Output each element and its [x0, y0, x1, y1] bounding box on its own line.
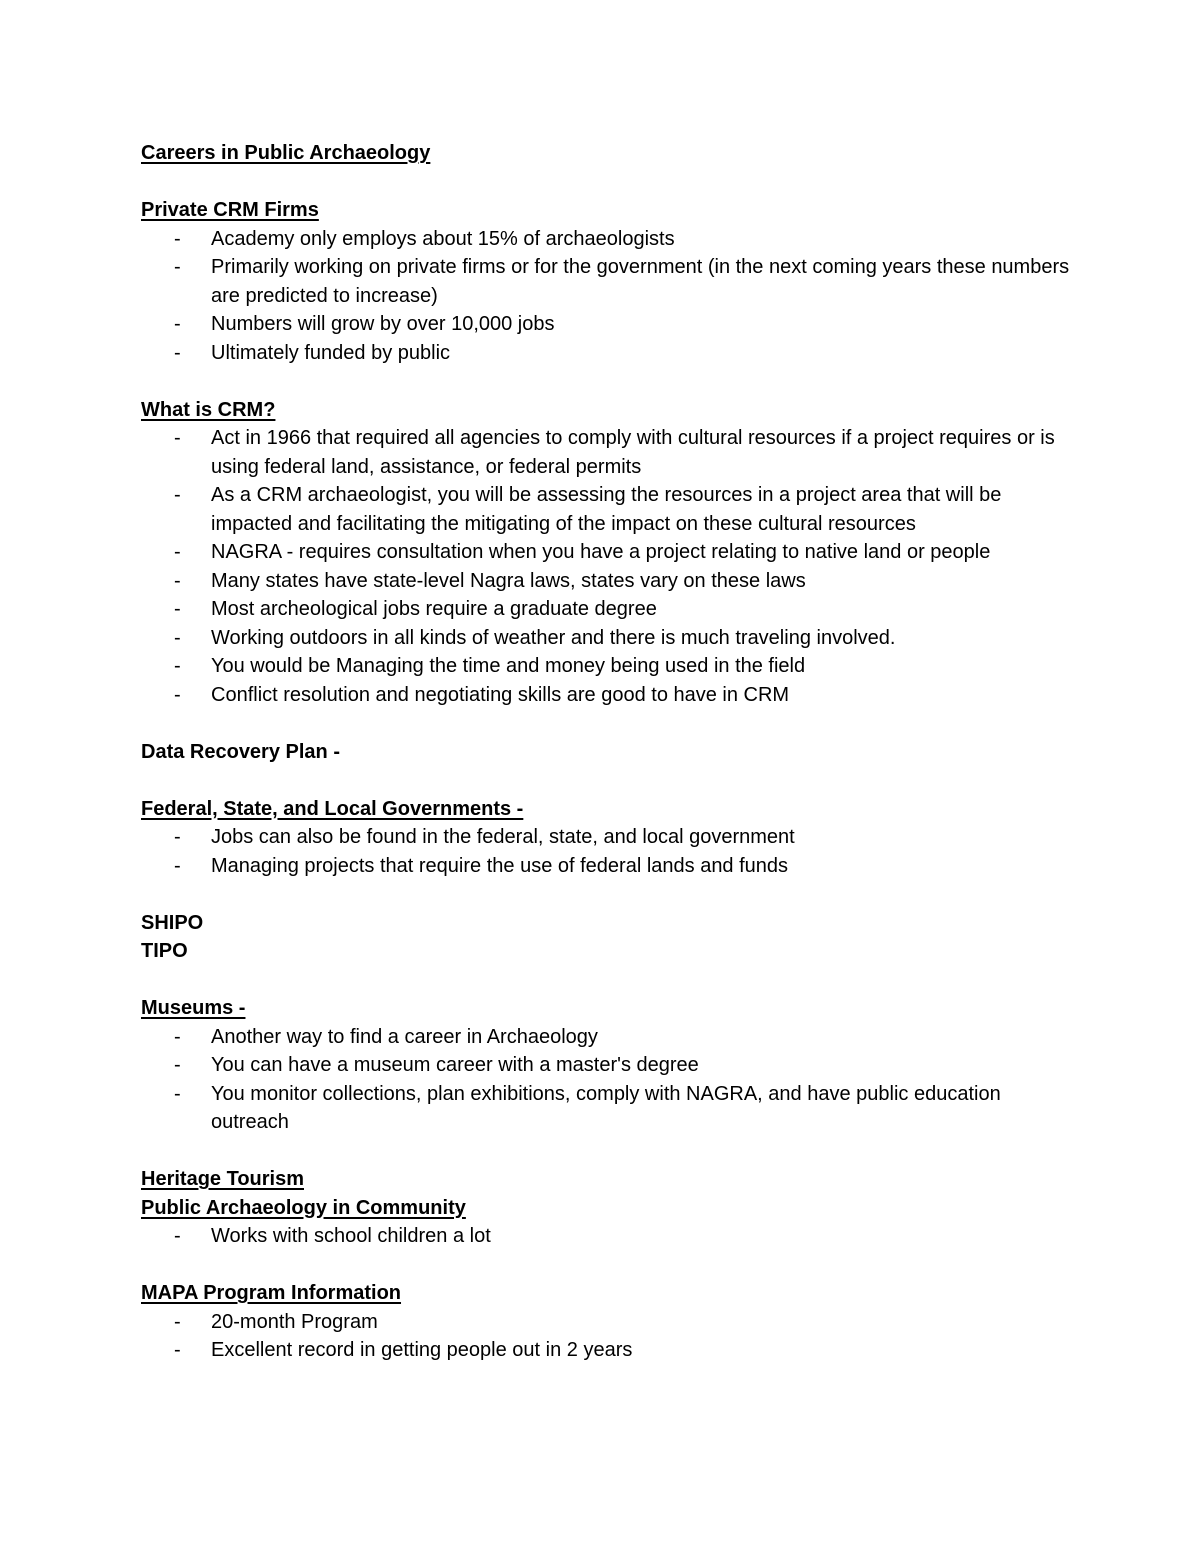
section-heading: Public Archaeology in Community: [141, 1196, 466, 1219]
spacer: [141, 168, 1081, 197]
section-heading: Private CRM Firms: [141, 199, 319, 221]
dash-marker: -: [174, 256, 181, 278]
dash-marker: -: [174, 1225, 181, 1247]
list-item-text: As a CRM archaeologist, you will be assessing the resources in a project area that will be impacted and facilitating the mitigating of the impact on these cultural resources: [211, 484, 1002, 535]
list-item-text: Most archeological jobs require a graduate degree: [211, 598, 657, 620]
list-item: [141, 424, 1081, 481]
dash-marker: -: [174, 626, 181, 649]
spacer: [141, 766, 1081, 795]
list-item-text: Ultimately funded by public: [211, 341, 451, 364]
list-item: [141, 481, 1081, 538]
bullet-list: [141, 1222, 1081, 1251]
spacer: [141, 966, 1081, 995]
document-page: [141, 139, 1081, 1365]
list-item: [141, 567, 1081, 596]
section-data-recovery-plan: [141, 738, 1081, 767]
dash-marker: -: [174, 655, 181, 677]
list-item: [141, 595, 1081, 624]
spacer: [141, 880, 1081, 909]
list-item-text: Many states have state-level Nagra laws, states vary on these laws: [211, 569, 806, 592]
list-item: [141, 1222, 1081, 1251]
list-item-text: 20-month Program: [211, 1310, 378, 1333]
section-heading: Data Recovery Plan -: [141, 740, 340, 763]
list-item-text: Works with school children a lot: [211, 1225, 491, 1247]
list-item: [141, 1023, 1081, 1052]
list-item: [141, 852, 1081, 881]
spacer: [141, 367, 1081, 396]
list-item-text: Jobs can also be found in the federal, state, and local government: [211, 826, 795, 848]
document-title: Careers in Public Archaeology: [141, 142, 431, 164]
bullet-list: [141, 424, 1081, 709]
list-item-text: Working outdoors in all kinds of weather and there is much traveling involved.: [211, 626, 896, 649]
list-item: [141, 1336, 1081, 1365]
list-item-text: Numbers will grow by over 10,000 jobs: [211, 313, 555, 335]
spacer: [141, 1137, 1081, 1166]
list-item-text: Managing projects that require the use of federal lands and funds: [211, 854, 789, 877]
section-governments: [141, 795, 1081, 881]
list-item-text: NAGRA - requires consultation when you have a project relating to native land or people: [211, 541, 991, 563]
section-heading: MAPA Program Information: [141, 1282, 402, 1304]
list-item: [141, 225, 1081, 254]
section-heading: Museums -: [141, 997, 246, 1019]
dash-marker: -: [174, 1082, 181, 1105]
dash-marker: -: [174, 683, 181, 706]
list-item-text: You can have a museum career with a master's degree: [211, 1054, 699, 1076]
section-private-crm-firms: [141, 196, 1081, 367]
list-item-text: Another way to find a career in Archaeology: [211, 1025, 598, 1048]
bullet-list: [141, 823, 1081, 880]
dash-marker: -: [174, 313, 181, 335]
list-item-text: Primarily working on private firms or for the government (in the next coming years these numbers are predicted to increase): [211, 256, 1070, 307]
spacer: [141, 709, 1081, 738]
dash-marker: -: [174, 541, 181, 563]
list-item: [141, 652, 1081, 681]
section-heading: Federal, State, and Local Governments -: [141, 797, 524, 820]
dash-marker: -: [174, 569, 181, 592]
bullet-list: [141, 225, 1081, 368]
section-heritage-community: [141, 1165, 1081, 1251]
dash-marker: -: [174, 1054, 181, 1076]
dash-marker: -: [174, 826, 181, 848]
section-heading: TIPO: [141, 940, 188, 962]
section-what-is-crm: [141, 396, 1081, 710]
dash-marker: -: [174, 1339, 181, 1361]
bullet-list: [141, 1308, 1081, 1365]
list-item-text: Conflict resolution and negotiating skills are good to have in CRM: [211, 683, 790, 706]
list-item-text: Act in 1966 that required all agencies to comply with cultural resources if a project requires or is using federal land, assistance, or federal permits: [211, 427, 1055, 478]
section-mapa-program: [141, 1279, 1081, 1365]
list-item: [141, 681, 1081, 710]
list-item-text: You monitor collections, plan exhibitions, comply with NAGRA, and have public education outreach: [211, 1082, 1001, 1133]
list-item-text: Excellent record in getting people out in 2 years: [211, 1339, 633, 1361]
list-item: [141, 823, 1081, 852]
dash-marker: -: [174, 227, 181, 250]
list-item: [141, 538, 1081, 567]
dash-marker: -: [174, 341, 181, 364]
list-item-text: Academy only employs about 15% of archaeologists: [211, 227, 675, 250]
dash-marker: -: [174, 1025, 181, 1048]
dash-marker: -: [174, 427, 181, 449]
dash-marker: -: [174, 854, 181, 877]
bullet-list: [141, 1023, 1081, 1137]
list-item: [141, 624, 1081, 653]
list-item: [141, 1308, 1081, 1337]
section-heading: SHIPO: [141, 911, 204, 934]
list-item-text: You would be Managing the time and money being used in the field: [211, 655, 806, 677]
list-item: [141, 339, 1081, 368]
spacer: [141, 1251, 1081, 1280]
list-item: [141, 253, 1081, 310]
dash-marker: -: [174, 598, 181, 620]
list-item: [141, 1051, 1081, 1080]
section-heading: Heritage Tourism: [141, 1168, 304, 1190]
list-item: [141, 1080, 1081, 1137]
section-shipo-tipo: [141, 909, 1081, 966]
dash-marker: -: [174, 484, 181, 506]
section-heading: What is CRM?: [141, 398, 276, 421]
section-museums: [141, 994, 1081, 1137]
list-item: [141, 310, 1081, 339]
dash-marker: -: [174, 1310, 181, 1333]
